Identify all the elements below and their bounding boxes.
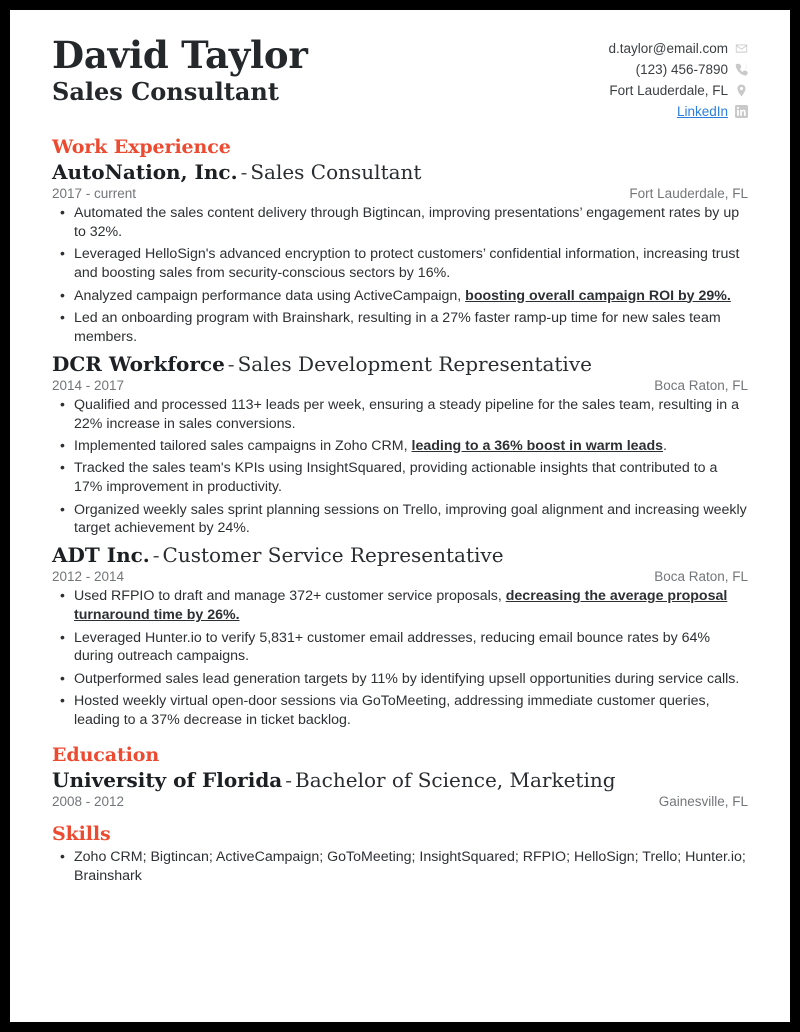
entry-heading (52, 543, 748, 568)
entry-heading (52, 352, 748, 377)
bullet-item (52, 587, 748, 625)
entry-organization: ADT Inc. (52, 543, 150, 568)
bullet-text: Hosted weekly virtual open-door sessions via GoToMeeting, addressing immediate customer queries, leading to a 37% decrease in ticket backlog. (74, 693, 710, 728)
bullet-item (52, 287, 748, 306)
entry-separator: - (152, 543, 160, 568)
entry-heading (52, 768, 748, 793)
entry-role: Customer Service Representative (162, 543, 504, 568)
entry-organization: DCR Workforce (52, 351, 225, 376)
entry-bullet-list (52, 396, 748, 539)
bullet-emphasis: decreasing the average proposal turnaround time by 26%. (74, 588, 728, 624)
location-pin-icon (735, 84, 748, 97)
entry-meta (52, 186, 748, 201)
bullet-text: Qualified and processed 113+ leads per week, ensuring a steady pipeline for the sales team, resulting in a 22% increase in sales conversions. (74, 396, 739, 432)
entry-bullet-list (52, 204, 748, 347)
bullet-item (52, 396, 748, 434)
entry-separator: - (240, 160, 248, 184)
candidate-job-title: Sales Consultant (52, 76, 279, 106)
work-entry-list (52, 160, 748, 730)
section-skills (52, 823, 748, 886)
experience-entry (52, 160, 748, 347)
entry-heading (52, 160, 748, 185)
entry-separator: - (227, 351, 235, 376)
contact-row-location (609, 80, 749, 101)
experience-entry (52, 352, 748, 539)
contact-location-text: Fort Lauderdale, FL (609, 82, 728, 98)
bullet-text: Implemented tailored sales campaigns in Zoho CRM, (74, 437, 412, 454)
entry-role: Sales Consultant (250, 160, 422, 184)
entry-organization: University of Florida (52, 767, 283, 792)
bullet-emphasis: boosting overall campaign ROI by 29%. (465, 287, 731, 304)
bullet-item (52, 309, 748, 347)
bullet-text: Leveraged Hunter.io to verify 5,831+ customer email addresses, reducing email bounce rates by 64% during outreach campaigns. (74, 629, 711, 665)
bullet-item (52, 692, 748, 730)
bullet-emphasis: leading to a 36% boost in warm leads (411, 437, 664, 454)
section-education (52, 744, 748, 809)
linkedin-link[interactable]: LinkedIn (676, 103, 728, 119)
resume-header (52, 32, 748, 122)
experience-entry (52, 768, 748, 809)
entry-role: Bachelor of Science, Marketing (295, 767, 616, 792)
contact-email-text: d.taylor@email.com (608, 40, 728, 56)
entry-organization: AutoNation, Inc. (52, 160, 238, 184)
education-entry-list (52, 768, 748, 809)
bullet-text: Tracked the sales team's KPIs using InsightSquared, providing actionable insights that contributed to a 17% improvement in productivity. (74, 460, 718, 496)
bullet-item (52, 670, 748, 689)
bullet-text: Used RFPIO to draft and manage 372+ customer service proposals, (74, 588, 506, 605)
section-work-experience (52, 136, 748, 730)
contact-phone-text: (123) 456-7890 (635, 61, 728, 77)
entry-meta (52, 794, 748, 809)
linkedin-icon (735, 105, 748, 118)
bullet-text: Automated the sales content delivery through Bigtincan, improving presentations’ engagement rates by up to 32%. (74, 205, 740, 240)
entry-location: Fort Lauderdale, FL (629, 186, 748, 201)
bullet-item (52, 204, 748, 242)
bullet-item (52, 501, 748, 539)
entry-separator: - (285, 767, 293, 792)
bullet-text: Outperformed sales lead generation targets by 11% by identifying upsell opportunities during service calls. (74, 670, 740, 687)
entry-bullet-list (52, 587, 748, 730)
entry-dates: 2008 - 2012 (52, 793, 125, 809)
entry-dates: 2012 - 2014 (52, 569, 125, 585)
phone-icon (735, 63, 748, 76)
entry-location: Boca Raton, FL (654, 569, 748, 585)
skills-bullet-list (52, 848, 748, 886)
section-title-education: Education (52, 743, 160, 766)
bullet-text: Leveraged HelloSign's advanced encryption to protect customers’ confidential information, increasing trust and boosting sales from security-conscious sectors by 16%. (74, 246, 740, 282)
entry-location: Boca Raton, FL (654, 377, 748, 393)
section-title-work-experience: Work Experience (52, 136, 231, 158)
entry-dates: 2017 - current (52, 186, 137, 201)
bullet-item (52, 848, 748, 886)
identity-block (52, 32, 308, 106)
resume-page (10, 10, 790, 1022)
entry-meta (52, 569, 748, 584)
entry-role: Sales Development Representative (237, 351, 592, 376)
contact-row-email (609, 38, 749, 59)
bullet-text: Zoho CRM; Bigtincan; ActiveCampaign; GoToMeeting; InsightSquared; RFPIO; HelloSign; Trello; Hunter.io; Brainshark (74, 848, 746, 884)
candidate-name: David Taylor (52, 33, 308, 77)
bullet-item (52, 437, 748, 456)
bullet-item (52, 245, 748, 283)
experience-entry (52, 543, 748, 730)
entry-dates: 2014 - 2017 (52, 377, 125, 393)
bullet-item (52, 459, 748, 497)
bullet-text: Organized weekly sales sprint planning sessions on Trello, improving goal alignment and increasing weekly target achievement by 24%. (74, 501, 747, 537)
contact-row-phone (609, 59, 749, 80)
entry-meta (52, 378, 748, 393)
bullet-text: Led an onboarding program with Brainshark, resulting in a 27% faster ramp-up time for new sales team members. (74, 309, 721, 345)
bullet-text: Analyzed campaign performance data using ActiveCampaign, (74, 287, 466, 304)
bullet-text: . (663, 437, 667, 454)
contact-block (609, 32, 749, 122)
bullet-item (52, 629, 748, 667)
contact-row-linkedin[interactable] (609, 101, 749, 122)
entry-location: Gainesville, FL (658, 793, 748, 809)
envelope-icon (735, 42, 748, 55)
section-title-skills: Skills (52, 822, 111, 845)
